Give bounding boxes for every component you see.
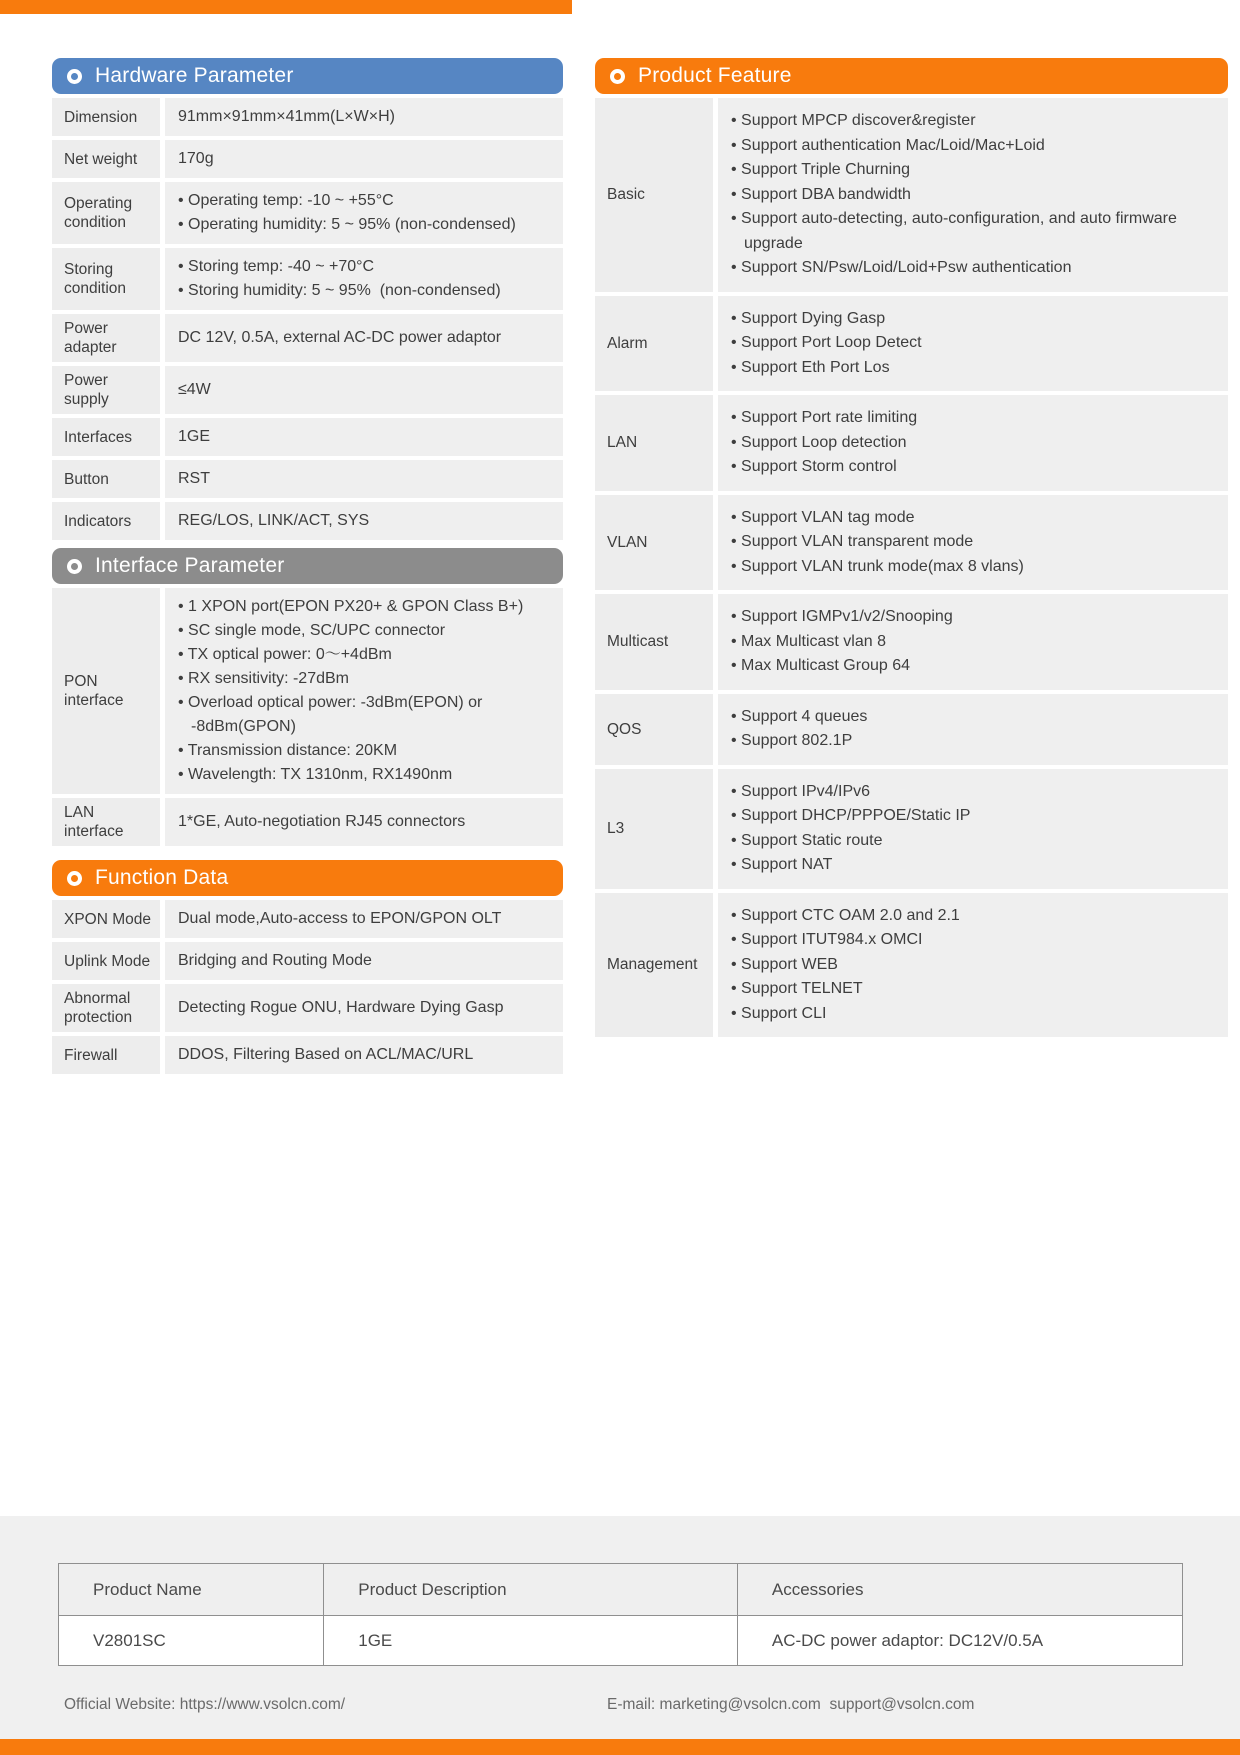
spec-value: [165, 314, 563, 362]
product-table-header-row: [59, 1564, 1183, 1616]
right-column: [595, 58, 1228, 1037]
spec-value-line: • Support Port rate limiting: [731, 409, 918, 426]
spec-row: [595, 694, 1228, 765]
spec-value-line: Dual mode,Auto-access to EPON/GPON OLT: [178, 910, 502, 927]
spec-value-line: • Support VLAN trunk mode(max 8 vlans): [731, 557, 1024, 575]
spec-value-line: • Support Storm control: [731, 458, 897, 475]
spec-value-line: 1GE: [178, 428, 211, 445]
spec-value-line: • Support IGMPv1/v2/Snooping: [731, 608, 953, 625]
spec-label: Power supply: [52, 366, 160, 414]
footer-band: [0, 1516, 1240, 1739]
spec-value-line: Detecting Rogue ONU, Hardware Dying Gasp: [178, 999, 504, 1016]
spec-row: [595, 769, 1228, 889]
spec-value-line: 91mm×91mm×41mm(L×W×H): [178, 108, 395, 125]
spec-value-line: DC 12V, 0.5A, external AC-DC power adaptor: [178, 329, 502, 346]
spec-value-line: • Support Loop detection: [731, 433, 907, 451]
spec-row: [52, 418, 563, 456]
spec-value-line: • Overload optical power: -3dBm(EPON) or -8dBm(GPON): [178, 694, 492, 735]
spec-value: [165, 502, 563, 540]
hardware-parameter-table: [52, 98, 563, 540]
section-title: Product Feature: [638, 64, 792, 87]
spec-label: Basic: [595, 98, 713, 292]
spec-label: Net weight: [52, 140, 160, 178]
spec-value: [165, 588, 563, 794]
spec-value-line: • Support WEB: [731, 955, 838, 973]
spec-label: Uplink Mode: [52, 942, 160, 980]
spec-value-line: • Operating humidity: 5 ~ 95% (non-condensed): [178, 216, 516, 233]
spec-row: [52, 588, 563, 794]
spec-value-line: • Transmission distance: 20KM: [178, 742, 398, 759]
spec-label: Multicast: [595, 594, 713, 690]
spec-value-line: 1*GE, Auto-negotiation RJ45 connectors: [178, 813, 466, 830]
section-header-hardware-parameter: [52, 58, 563, 94]
section-title: Function Data: [95, 866, 229, 889]
product-table-row: [59, 1616, 1183, 1666]
spec-label: Power adapter: [52, 314, 160, 362]
spec-row: [52, 140, 563, 178]
spec-value: [718, 395, 1228, 491]
spec-value: [165, 460, 563, 498]
circle-bullet-icon: [67, 559, 82, 574]
circle-bullet-icon: [67, 69, 82, 84]
spec-value-line: • Support DHCP/PPPOE/Static IP: [731, 807, 971, 824]
spec-value: [718, 893, 1228, 1038]
spec-label: L3: [595, 769, 713, 889]
product-table-header-cell: Accessories: [737, 1564, 1182, 1616]
spec-value: [165, 942, 563, 980]
spec-value-line: • Support CLI: [731, 1004, 827, 1022]
bottom-accent-bar: [0, 1739, 1240, 1755]
spec-value: [718, 594, 1228, 690]
spec-value-line: • Support TELNET: [731, 980, 863, 997]
spec-row: [52, 248, 563, 310]
section-header-interface-parameter: [52, 548, 563, 584]
spec-value-line: • Support CTC OAM 2.0 and 2.1: [731, 906, 960, 924]
spec-value-line: Bridging and Routing Mode: [178, 952, 372, 969]
section-title: Interface Parameter: [95, 554, 285, 577]
spec-value-line: • Support 4 queues: [731, 707, 868, 725]
spec-label: LAN interface: [52, 798, 160, 846]
spec-value-line: • Support ITUT984.x OMCI: [731, 931, 923, 948]
spec-row: [52, 314, 563, 362]
spec-value-line: • Support authentication Mac/Loid/Mac+Loid: [731, 136, 1045, 154]
spec-value: [718, 98, 1228, 292]
top-accent-bar: [0, 0, 572, 14]
spec-value-line: REG/LOS, LINK/ACT, SYS: [178, 512, 370, 529]
spec-value: [165, 366, 563, 414]
spec-label: Button: [52, 460, 160, 498]
spec-label: Dimension: [52, 98, 160, 136]
spec-label: PON interface: [52, 588, 160, 794]
spec-row: [595, 594, 1228, 690]
product-table-header-cell: Product Name: [59, 1564, 324, 1616]
spec-value-line: • Support NAT: [731, 856, 833, 873]
spec-row: [595, 395, 1228, 491]
spec-label: LAN: [595, 395, 713, 491]
section-header-function-data: [52, 860, 563, 896]
spec-row: [595, 893, 1228, 1038]
spec-value: [165, 140, 563, 178]
spec-row: [52, 460, 563, 498]
spec-row: [52, 1036, 563, 1074]
spec-row: [595, 296, 1228, 392]
spec-label: Interfaces: [52, 418, 160, 456]
spec-value: [165, 248, 563, 310]
spec-value: [718, 296, 1228, 392]
spec-value-line: ≤4W: [178, 381, 211, 398]
spec-row: [52, 984, 563, 1032]
spec-value: [165, 798, 563, 846]
spec-value-line: • TX optical power: 0～+4dBm: [178, 646, 392, 663]
spec-value-line: • Support SN/Psw/Loid/Loid+Psw authentication: [731, 259, 1072, 276]
spec-value-line: • Support 802.1P: [731, 732, 853, 749]
spec-value-line: • Storing humidity: 5 ~ 95% (non-condensed): [178, 282, 501, 299]
spec-value-line: • Support auto-detecting, auto-configuration, and auto firmware upgrade: [731, 210, 1182, 252]
spec-row: [595, 98, 1228, 292]
spec-value-line: • Support IPv4/IPv6: [731, 782, 871, 800]
spec-value-line: • Support Eth Port Los: [731, 358, 890, 376]
spec-value: [718, 769, 1228, 889]
spec-row: [52, 942, 563, 980]
official-website-text: Official Website: https://www.vsolcn.com/: [64, 1696, 346, 1713]
product-table-cell: AC-DC power adaptor: DC12V/0.5A: [737, 1616, 1182, 1666]
spec-row: [595, 495, 1228, 591]
spec-value: [165, 98, 563, 136]
product-table-header-cell: Product Description: [324, 1564, 738, 1616]
spec-label: Alarm: [595, 296, 713, 392]
spec-value: [165, 900, 563, 938]
circle-bullet-icon: [67, 871, 82, 886]
left-column: [52, 58, 563, 1074]
spec-value-line: • Operating temp: -10 ~ +55°C: [178, 192, 394, 209]
spec-value: [165, 418, 563, 456]
spec-value: [165, 984, 563, 1032]
spec-value-line: • Max Multicast Group 64: [731, 657, 910, 674]
function-data-table: [52, 900, 563, 1074]
spec-row: [52, 182, 563, 244]
product-table-cell: 1GE: [324, 1616, 738, 1666]
spec-value: [718, 694, 1228, 765]
spec-label: Indicators: [52, 502, 160, 540]
spec-label: Management: [595, 893, 713, 1038]
spec-value: [718, 495, 1228, 591]
spec-label: Operating condition: [52, 182, 160, 244]
product-feature-table: [595, 98, 1228, 1037]
spec-value-line: • Wavelength: TX 1310nm, RX1490nm: [178, 766, 453, 783]
email-contact-text: E-mail: marketing@vsolcn.com support@vsolcn.com: [607, 1696, 975, 1713]
spec-value-line: • Support VLAN tag mode: [731, 508, 915, 526]
spec-value-line: DDOS, Filtering Based on ACL/MAC/URL: [178, 1046, 474, 1063]
spec-label: QOS: [595, 694, 713, 765]
interface-parameter-table: [52, 588, 563, 846]
spec-value-line: • Support Static route: [731, 831, 883, 849]
spec-label: VLAN: [595, 495, 713, 591]
spec-label: Abnormal protection: [52, 984, 160, 1032]
content-columns: [52, 58, 1228, 1074]
spec-row: [52, 366, 563, 414]
spec-row: [52, 900, 563, 938]
spec-label: Firewall: [52, 1036, 160, 1074]
section-header-product-feature: [595, 58, 1228, 94]
spec-value-line: • Support MPCP discover&register: [731, 112, 976, 129]
spec-value: [165, 1036, 563, 1074]
spec-value: [165, 182, 563, 244]
product-table-cell: V2801SC: [59, 1616, 324, 1666]
spec-value-line: • Max Multicast vlan 8: [731, 632, 886, 650]
spec-value-line: • Support VLAN transparent mode: [731, 533, 974, 550]
spec-value-line: • Support Triple Churning: [731, 161, 911, 178]
spec-row: [52, 98, 563, 136]
spec-value-line: • Support DBA bandwidth: [731, 185, 911, 203]
circle-bullet-icon: [610, 69, 625, 84]
spec-value-line: RST: [178, 470, 210, 487]
spec-value-line: 170g: [178, 150, 214, 167]
spec-value-line: • 1 XPON port(EPON PX20+ & GPON Class B+): [178, 598, 524, 615]
spec-value-line: • RX sensitivity: -27dBm: [178, 670, 349, 687]
spec-label: XPON Mode: [52, 900, 160, 938]
spec-value-line: • SC single mode, SC/UPC connector: [178, 622, 446, 639]
section-title: Hardware Parameter: [95, 64, 294, 87]
spec-value-line: • Support Dying Gasp: [731, 309, 886, 327]
spec-value-line: • Storing temp: -40 ~ +70°C: [178, 258, 375, 275]
spec-label: Storing condition: [52, 248, 160, 310]
spec-row: [52, 798, 563, 846]
spec-row: [52, 502, 563, 540]
product-summary-table: [58, 1563, 1183, 1666]
spec-value-line: • Support Port Loop Detect: [731, 334, 922, 351]
